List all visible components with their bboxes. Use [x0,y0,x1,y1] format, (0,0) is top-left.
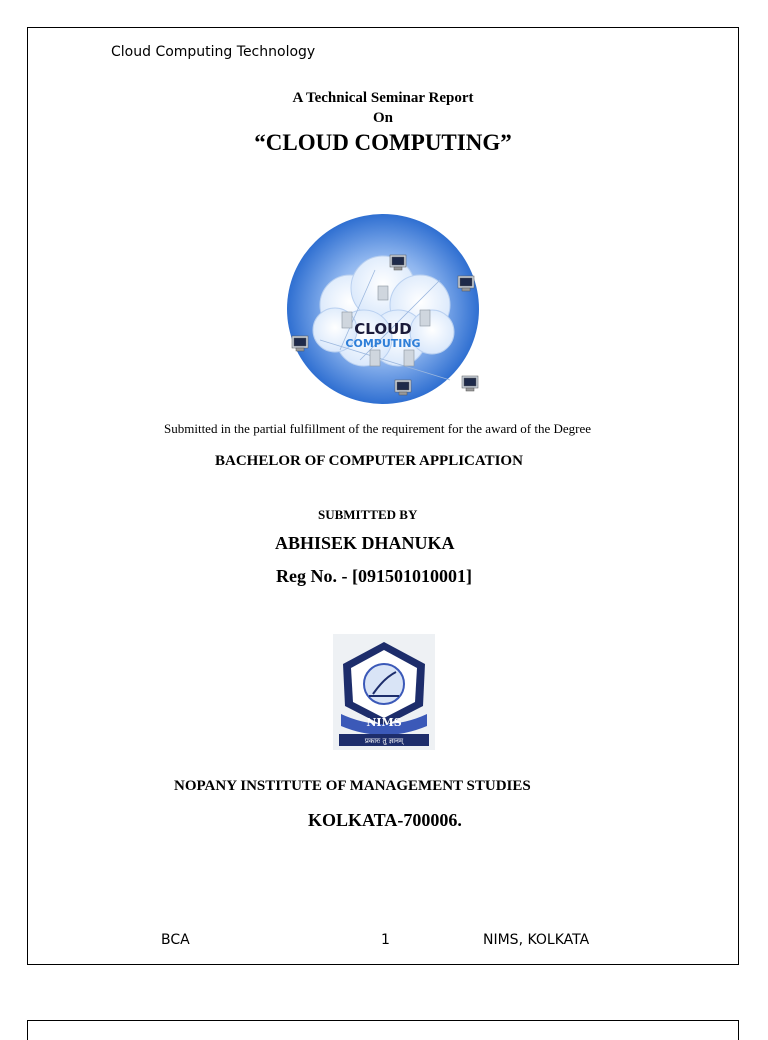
footer-course: BCA [161,932,190,948]
submitted-by-label: SUBMITTED BY [318,507,418,522]
logo-motto: प्रकारः तु ज्ञानम् [364,737,404,745]
degree-name: BACHELOR OF COMPUTER APPLICATION [215,453,523,469]
institute-name: NOPANY INSTITUTE OF MANAGEMENT STUDIES [174,778,531,794]
report-title: “CLOUD COMPUTING” [254,130,512,155]
report-type: A Technical Seminar Report [292,90,474,106]
author-name: ABHISEK DHANUKA [275,533,455,553]
logo-banner-text: NIMS [366,716,402,729]
cloud-word-1: CLOUD [354,320,412,338]
running-header: Cloud Computing Technology [111,44,316,60]
next-page-edge [27,1020,739,1040]
footer-page-number: 1 [381,932,390,948]
nims-logo [333,634,435,750]
registration-number: Reg No. - [091501010001] [276,566,472,586]
report-on: On [372,110,393,126]
institute-city: KOLKATA-700006. [308,810,462,830]
submission-note: Submitted in the partial fulfillment of the requirement for the award of the Degree [164,421,592,436]
cloud-computing-illustration [280,210,486,406]
cloud-word-2: COMPUTING [345,337,421,350]
footer-institute: NIMS, KOLKATA [483,932,590,948]
document-page [27,27,739,965]
logo-emblem [364,664,404,704]
